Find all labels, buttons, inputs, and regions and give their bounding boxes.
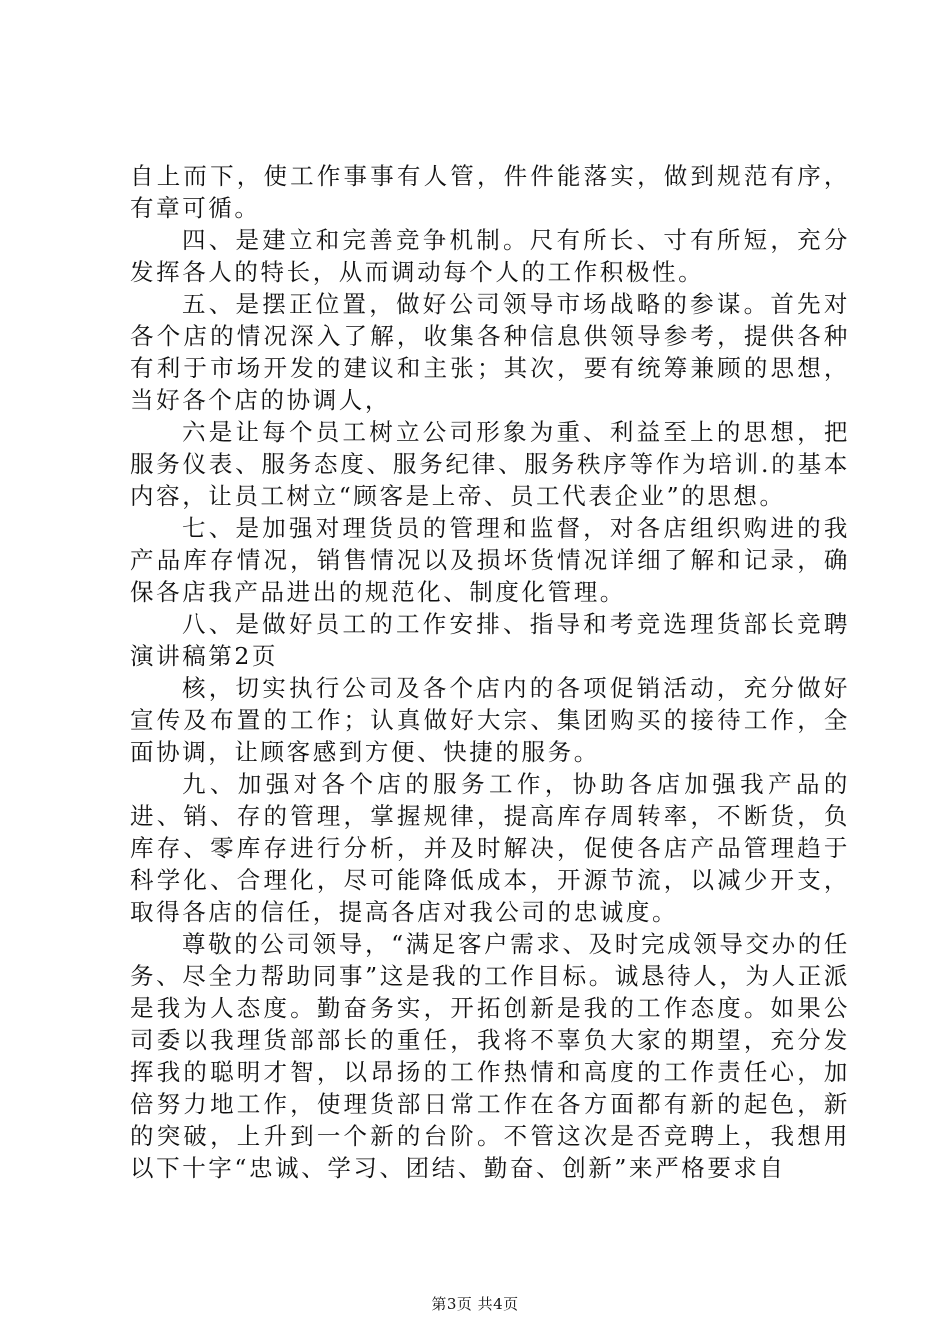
page-footer: 第3页 共4页 [431,1295,519,1313]
document-body [130,160,850,1184]
paragraph-7: 核，切实执行公司及各个店内的各项促销活动，充分做好宣传及布置的工作；认真做好大宗、集团购买的接待工作，全面协调，让顾客感到方便、快捷的服务。 [130,674,850,766]
paragraph-5: 七、是加强对理货员的管理和监督，对各店组织购进的我产品库存情况，销售情况以及损坏货情况详细了解和记录，确保各店我产品进出的规范化、制度化管理。 [130,514,850,606]
paragraph-3: 五、是摆正位置，做好公司领导市场战略的参谋。首先对各个店的情况深入了解，收集各种信息供领导参考，提供各种有利于市场开发的建议和主张；其次，要有统筹兼顾的思想，当好各个店的协调人， [130,290,850,414]
paragraph-9: 尊敬的公司领导，“满足客户需求、及时完成领导交办的任务、尽全力帮助同事”这是我的工作目标。诚恳待人，为人正派是我为人态度。勤奋务实，开拓创新是我的工作态度。如果公司委以我理货部部长的重任，我将不辜负大家的期望，充分发挥我的聪明才智，以昂扬的工作热情和高度的工作责任心，加倍努力地工作，使理货部日常工作在各方面都有新的起色，新的突破，上升到一个新的台阶。不管这次是否竞聘上，我想用以下十字“忠诚、学习、团结、勤奋、创新”来严格要求自 [130,930,850,1182]
paragraph-4: 六是让每个员工树立公司形象为重、利益至上的思想，把服务仪表、服务态度、服务纪律、服务秩序等作为培训.的基本内容，让员工树立“顾客是上帝、员工代表企业”的思想。 [130,418,850,510]
paragraph-1: 自上而下，使工作事事有人管，件件能落实，做到规范有序，有章可循。 [130,162,850,222]
paragraph-2: 四、是建立和完善竞争机制。尺有所长、寸有所短，充分发挥各人的特长，从而调动每个人的工作积极性。 [130,226,850,286]
paragraph-6: 八、是做好员工的工作安排、指导和考竞选理货部长竞聘演讲稿第2页 [130,610,850,670]
paragraph-8: 九、加强对各个店的服务工作，协助各店加强我产品的进、销、存的管理，掌握规律，提高库存周转率，不断货，负库存、零库存进行分析，并及时解决，促使各店产品管理趋于科学化、合理化，尽可能降低成本，开源节流，以减少开支，取得各店的信任，提高各店对我公司的忠诚度。 [130,770,850,926]
